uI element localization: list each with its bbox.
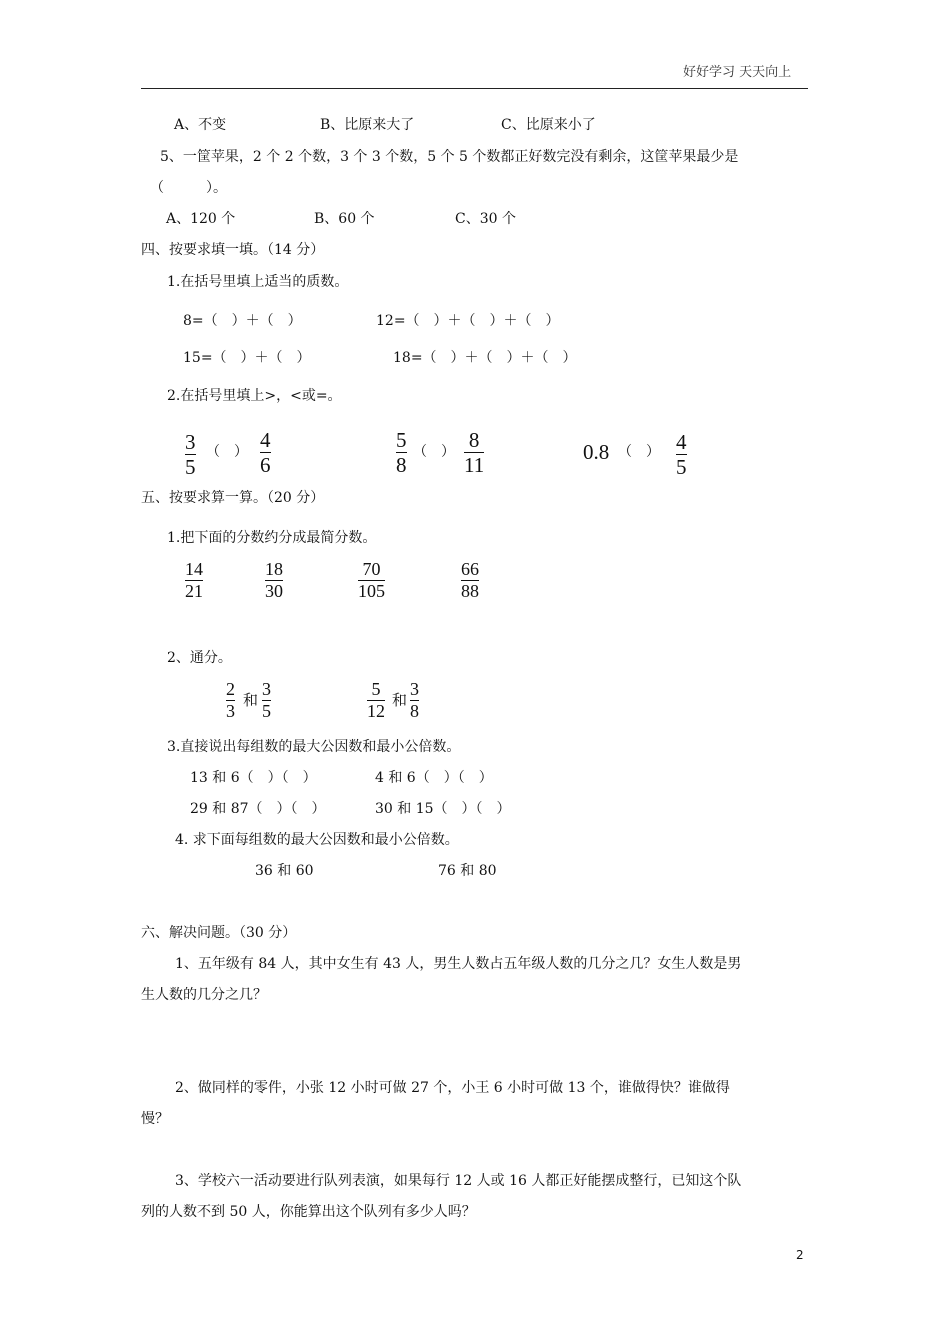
problem-1-line-1: 1、五年级有 84 人，其中女生有 43 人，男生人数占五年级人数的几分之几？女生人数是男: [175, 956, 742, 972]
numerator: 5: [396, 428, 407, 452]
problem-3-line-2: 列的人数不到 50 人，你能算出这个队列有多少人吗？: [141, 1204, 476, 1220]
s4-eq-8: 8=（ ）＋（ ）: [183, 313, 302, 329]
denominator: 105: [358, 580, 385, 601]
numerator: 14: [185, 559, 203, 579]
q5-option-c: C、30 个: [455, 211, 516, 227]
denominator: 3: [226, 700, 235, 721]
denominator: 8: [396, 453, 407, 478]
denominator: 88: [461, 580, 479, 601]
cmp2-paren: （ ）: [413, 444, 455, 460]
denominator: 21: [185, 580, 203, 601]
gcd-lcm-row-4: 30 和 15（ ）（ ）: [375, 801, 511, 817]
common-denom-2-a: [367, 680, 385, 721]
q5-blank: （ ）。: [150, 180, 227, 196]
s5-prompt-4: 4. 求下面每组数的最大公因数和最小公倍数。: [175, 832, 459, 848]
reduce-fraction-2: [265, 560, 283, 601]
common-denom-1-and: 和: [243, 691, 259, 709]
q4-option-c: C、比原来小了: [501, 117, 596, 133]
problem-2-line-2: 慢？: [141, 1111, 169, 1127]
numerator: 3: [410, 679, 419, 699]
s4-prompt-1: 1.在括号里填上适当的质数。: [167, 274, 349, 290]
s4-prompt-2: 2.在括号里填上>，<或=。: [167, 388, 342, 404]
q5-option-b: B、60 个: [314, 211, 375, 227]
numerator: 4: [260, 428, 271, 452]
numerator: 4: [676, 430, 687, 454]
q4-option-b: B、比原来大了: [320, 117, 415, 133]
section4-title: 四、按要求填一填。（14 分）: [141, 242, 325, 258]
cmp2-right-fraction: [464, 429, 484, 476]
q4-option-a: A、不变: [174, 117, 227, 133]
s5-prompt-2: 2、通分。: [167, 650, 232, 666]
common-denom-2-b: [410, 680, 419, 721]
cmp3-left-decimal: 0.8: [583, 440, 610, 464]
denominator: 5: [262, 700, 271, 721]
s4-eq-12: 12=（ ）＋（ ）＋（ ）: [376, 313, 560, 329]
gcd-lcm-row-2: 4 和 6（ ）（ ）: [375, 770, 493, 786]
s4-eq-18: 18=（ ）＋（ ）＋（ ）: [393, 350, 577, 366]
numerator: 8: [468, 428, 480, 452]
s5-prompt-3: 3.直接说出每组数的最大公因数和最小公倍数。: [167, 739, 461, 755]
problem-3-line-1: 3、学校六一活动要进行队列表演，如果每行 12 人或 16 人都正好能摆成整行，已知这个队: [175, 1173, 742, 1189]
common-denom-1-a: [226, 680, 235, 721]
cmp3-right-fraction: [676, 431, 687, 478]
denominator: 6: [260, 453, 271, 478]
numerator: 2: [226, 679, 235, 699]
reduce-fraction-1: [185, 560, 203, 601]
gcd-lcm-row-1: 13 和 6（ ）（ ）: [190, 770, 317, 786]
denominator: 8: [410, 700, 419, 721]
section5-title: 五、按要求算一算。（20 分）: [141, 490, 325, 506]
reduce-fraction-3: [358, 560, 385, 601]
reduce-fraction-4: [461, 560, 479, 601]
gcd-lcm-task-2: 76 和 80: [438, 863, 497, 879]
cmp1-right-fraction: [260, 429, 271, 476]
gcd-lcm-row-3: 29 和 87（ ）（ ）: [190, 801, 326, 817]
cmp1-paren: （ ）: [206, 444, 248, 460]
header-rule: [141, 88, 808, 89]
q5-option-a: A、120 个: [166, 211, 236, 227]
common-denom-2-and: 和: [392, 691, 408, 709]
problem-2-line-1: 2、做同样的零件，小张 12 小时可做 27 个，小王 6 小时可做 13 个，谁做得快？谁做得: [175, 1080, 730, 1096]
common-denom-1-b: [262, 680, 271, 721]
q5-text: 5、一筐苹果，2 个 2 个数，3 个 3 个数，5 个 5 个数都正好数完没有剩余，这筐苹果最少是: [160, 149, 739, 165]
numerator: 70: [362, 559, 381, 579]
cmp1-left-fraction: [185, 431, 196, 478]
denominator: 30: [265, 580, 283, 601]
gcd-lcm-task-1: 36 和 60: [255, 863, 314, 879]
numerator: 3: [262, 679, 271, 699]
s4-eq-15: 15=（ ）＋（ ）: [183, 350, 311, 366]
denominator: 12: [367, 700, 385, 721]
numerator: 5: [371, 679, 381, 699]
section6-title: 六、解决问题。（30 分）: [141, 925, 297, 941]
denominator: 11: [464, 453, 485, 478]
s5-prompt-1: 1.把下面的分数约分成最简分数。: [167, 530, 377, 546]
page-header: 好好学习 天天向上: [683, 65, 792, 80]
numerator: 3: [185, 430, 196, 454]
numerator: 66: [461, 559, 479, 579]
cmp2-left-fraction: [396, 429, 407, 476]
denominator: 5: [676, 455, 687, 480]
denominator: 5: [185, 455, 196, 480]
numerator: 18: [265, 559, 283, 579]
problem-1-line-2: 生人数的几分之几？: [141, 987, 267, 1003]
cmp3-paren: （ ）: [618, 444, 660, 460]
page-number: 2: [796, 1248, 804, 1262]
